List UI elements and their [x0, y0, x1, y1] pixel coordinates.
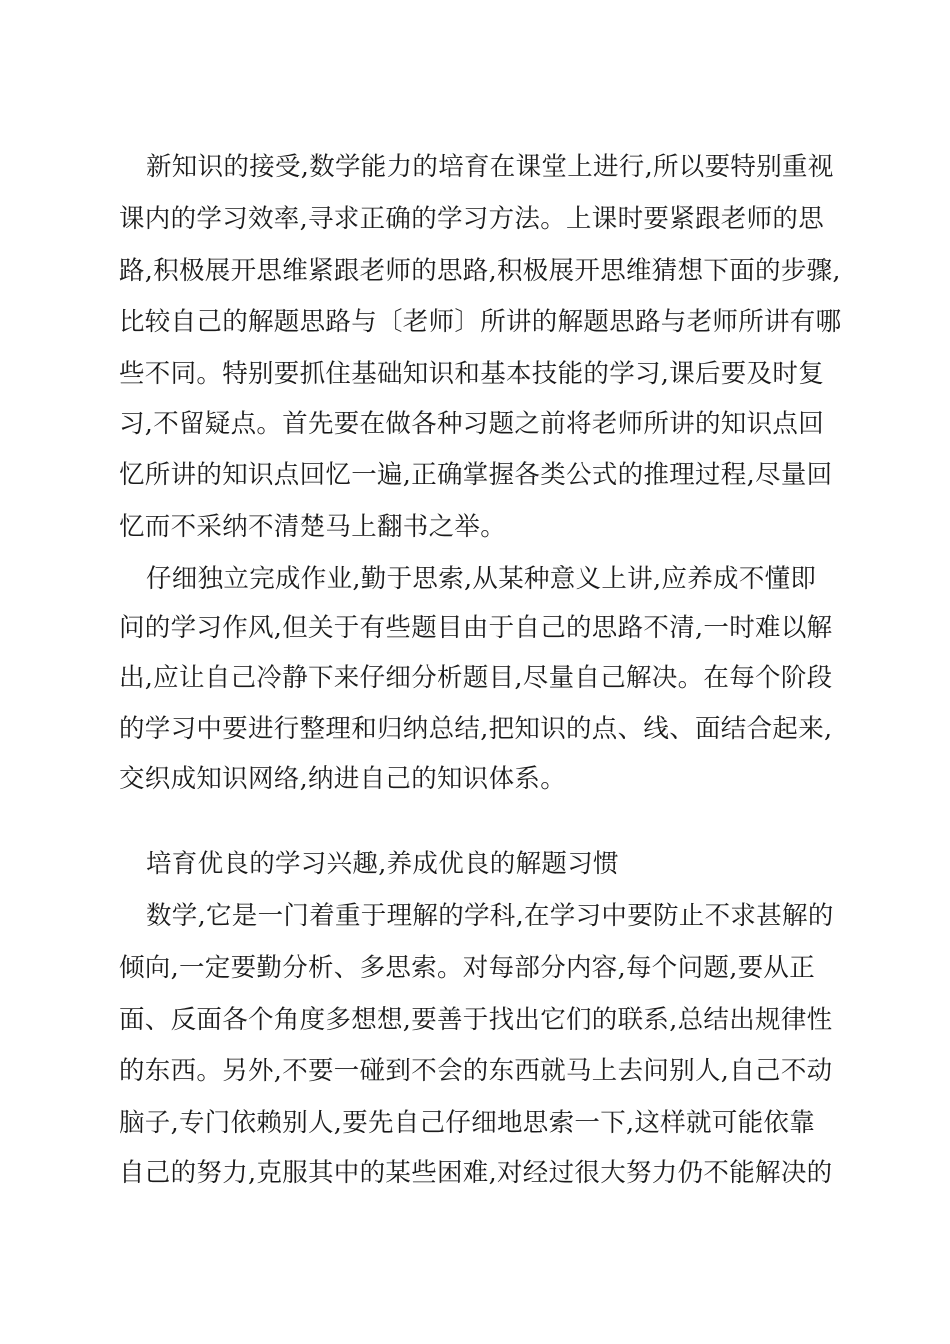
- paragraph-2-line-4: 的学习中要进行整理和归纳总结,把知识的点、线、面结合起来,: [119, 714, 833, 744]
- paragraph-3-line-5: 脑子,专门依赖别人,要先自己仔细地思索一下,这样就可能依靠: [119, 1108, 816, 1138]
- paragraph-3-line-3: 面、反面各个角度多想想,要善于找出它们的联系,总结出规律性: [119, 1005, 833, 1035]
- paragraph-2-line-2: 问的学习作风,但关于有些题目由于自己的思路不清,一时难以解: [119, 613, 833, 643]
- paragraph-3-line-4: 的东西。另外,不要一碰到不会的东西就马上去问别人,自己不动: [119, 1056, 833, 1086]
- paragraph-2-line-1: 仔细独立完成作业,勤于思索,从某种意义上讲,应养成不懂即: [146, 564, 817, 594]
- paragraph-1-line-5: 些不同。特别要抓住基础知识和基本技能的学习,课后要及时复: [119, 359, 825, 389]
- paragraph-1-line-6: 习,不留疑点。首先要在做各种习题之前将老师所讲的知识点回: [119, 409, 825, 439]
- paragraph-3-line-6: 自己的努力,克服其中的某些困难,对经过很大努力仍不能解决的: [119, 1158, 833, 1188]
- paragraph-1-line-3: 路,积极展开思维紧跟老师的思路,积极展开思维猜想下面的步骤,: [119, 256, 841, 286]
- paragraph-1-line-7: 忆所讲的知识点回忆一遍,正确掌握各类公式的推理过程,尽量回: [119, 460, 833, 490]
- paragraph-1-line-8: 忆而不采纳不清楚马上翻书之举。: [119, 512, 507, 542]
- paragraph-3-line-2: 倾向,一定要勤分析、多思索。对每部分内容,每个问题,要从正: [119, 953, 816, 983]
- paragraph-1-line-4: 比较自己的解题思路与〔老师〕所讲的解题思路与老师所讲有哪: [119, 307, 842, 337]
- paragraph-1-line-1: 新知识的接受,数学能力的培育在课堂上进行,所以要特别重视: [146, 152, 834, 182]
- section-heading: 培育优良的学习兴趣,养成优良的解题习惯: [146, 849, 619, 879]
- paragraph-2-line-3: 出,应让自己冷静下来仔细分析题目,尽量自己解决。在每个阶段: [119, 663, 833, 693]
- paragraph-1-line-2: 课内的学习效率,寻求正确的学习方法。上课时要紧跟老师的思: [119, 204, 825, 234]
- paragraph-3-line-1: 数学,它是一门着重于理解的学科,在学习中要防止不求甚解的: [146, 901, 834, 931]
- paragraph-2-line-5: 交织成知识网络,纳进自己的知识体系。: [119, 764, 567, 794]
